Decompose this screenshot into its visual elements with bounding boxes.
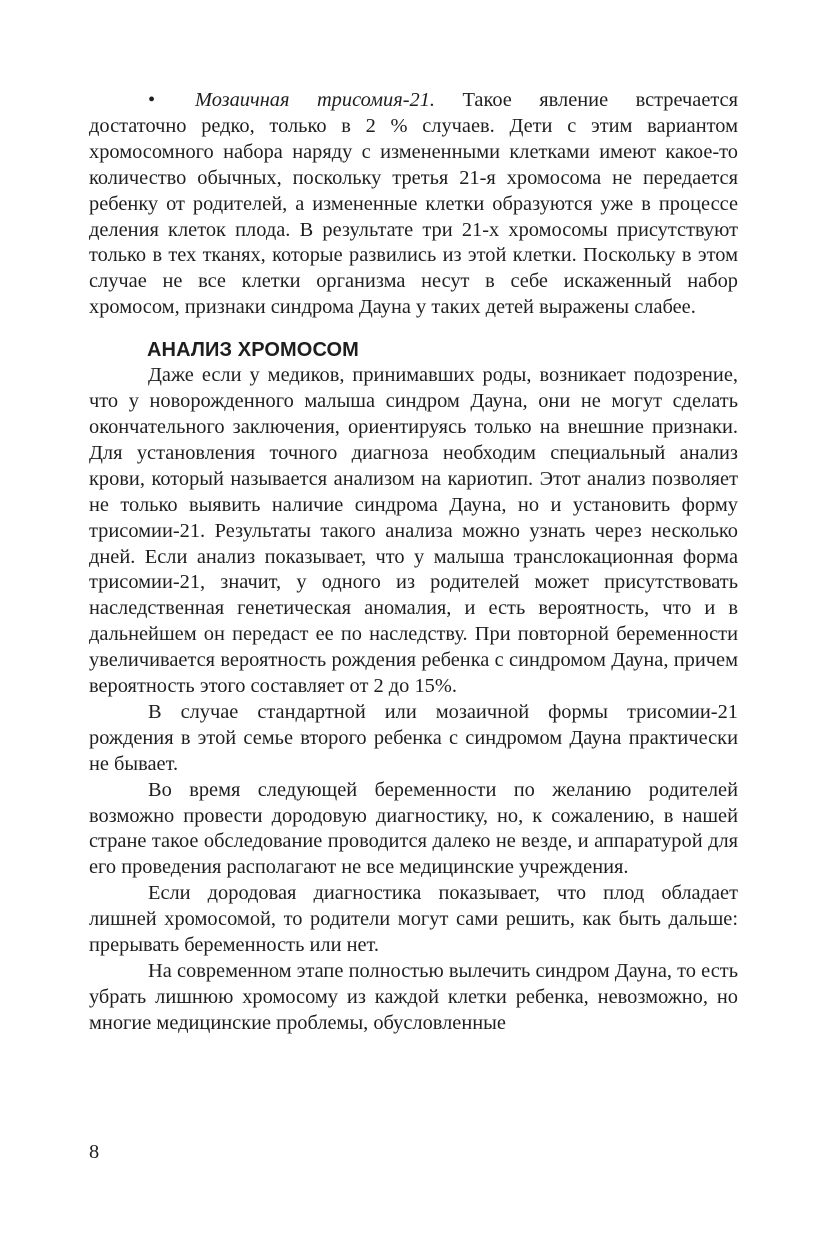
page-number: 8 xyxy=(89,1141,100,1163)
paragraph-4: Если дородовая диагностика показывает, что плод обладает лишней хромосомой, то родители могут сами решить, как быть дальше: прерывать беременность или нет. xyxy=(89,882,738,957)
bullet-title: Мозаичная трисомия-21. xyxy=(195,89,435,111)
page-body xyxy=(89,88,738,1037)
paragraph-1: Даже если у медиков, принимавших роды, возникает подозрение, что у новорожденного малыша синдром Дауна, они не могут сделать окончательного заключения, ориентируясь только на внешние признаки. Для установления точного диагноза необходим специальный анализ крови, который называется анализом на кариотип. Этот анализ позволяет не только выявить наличие синдрома Дауна, но и установить форму трисомии-21. Результаты такого анализа можно узнать через несколько дней. Если анализ показывает, что у малыша транслокационная форма трисомии-21, значит, у одного из родителей может присутствовать наследственная генетическая аномалия, и есть вероятность, что и в дальнейшем он передаст ее по наследству. При повторной беременности увеличивается вероятность рождения ребенка с синдромом Дауна, причем вероятность этого составляет от 2 до 15%. xyxy=(89,364,738,698)
bullet-marker: • xyxy=(148,89,156,111)
paragraph-2: В случае стандартной или мозаичной формы трисомии-21 рождения в этой семье второго ребенка с синдромом Дауна практически не бывает. xyxy=(89,700,738,775)
bullet-paragraph xyxy=(89,88,738,321)
bullet-text: Такое явление встречается достаточно редко, только в 2 % случаев. Дети с этим вариантом хромосомного набора наряду с измененными клетками имеют какое-то количество обычных, поскольку третья 21-я хромосома не передается ребенку от родителей, а измененные клетки образуются уже в процессе деления клеток плода. В результате три 21-х хромосомы присутствуют только в тех тканях, которые развились из этой клетки. Поскольку в этом случае не все клетки организма несут в себе искаженный набор хромосом, признаки синдрома Дауна у таких детей выражены слабее. xyxy=(89,89,738,319)
paragraph-5: На современном этапе полностью вылечить синдром Дауна, то есть убрать лишнюю хромосому из каждой клетки ребенка, невозможно, но многие медицинские проблемы, обусловленные xyxy=(89,960,738,1034)
section-heading: АНАЛИЗ ХРОМОСОМ xyxy=(147,339,359,362)
paragraph-3: Во время следующей беременности по желанию родителей возможно провести дородовую диагностику, но, к сожалению, в нашей стране такое обследование проводится далеко не везде, и аппаратурой для его проведения располагают не все медицинские учреждения. xyxy=(89,778,738,879)
